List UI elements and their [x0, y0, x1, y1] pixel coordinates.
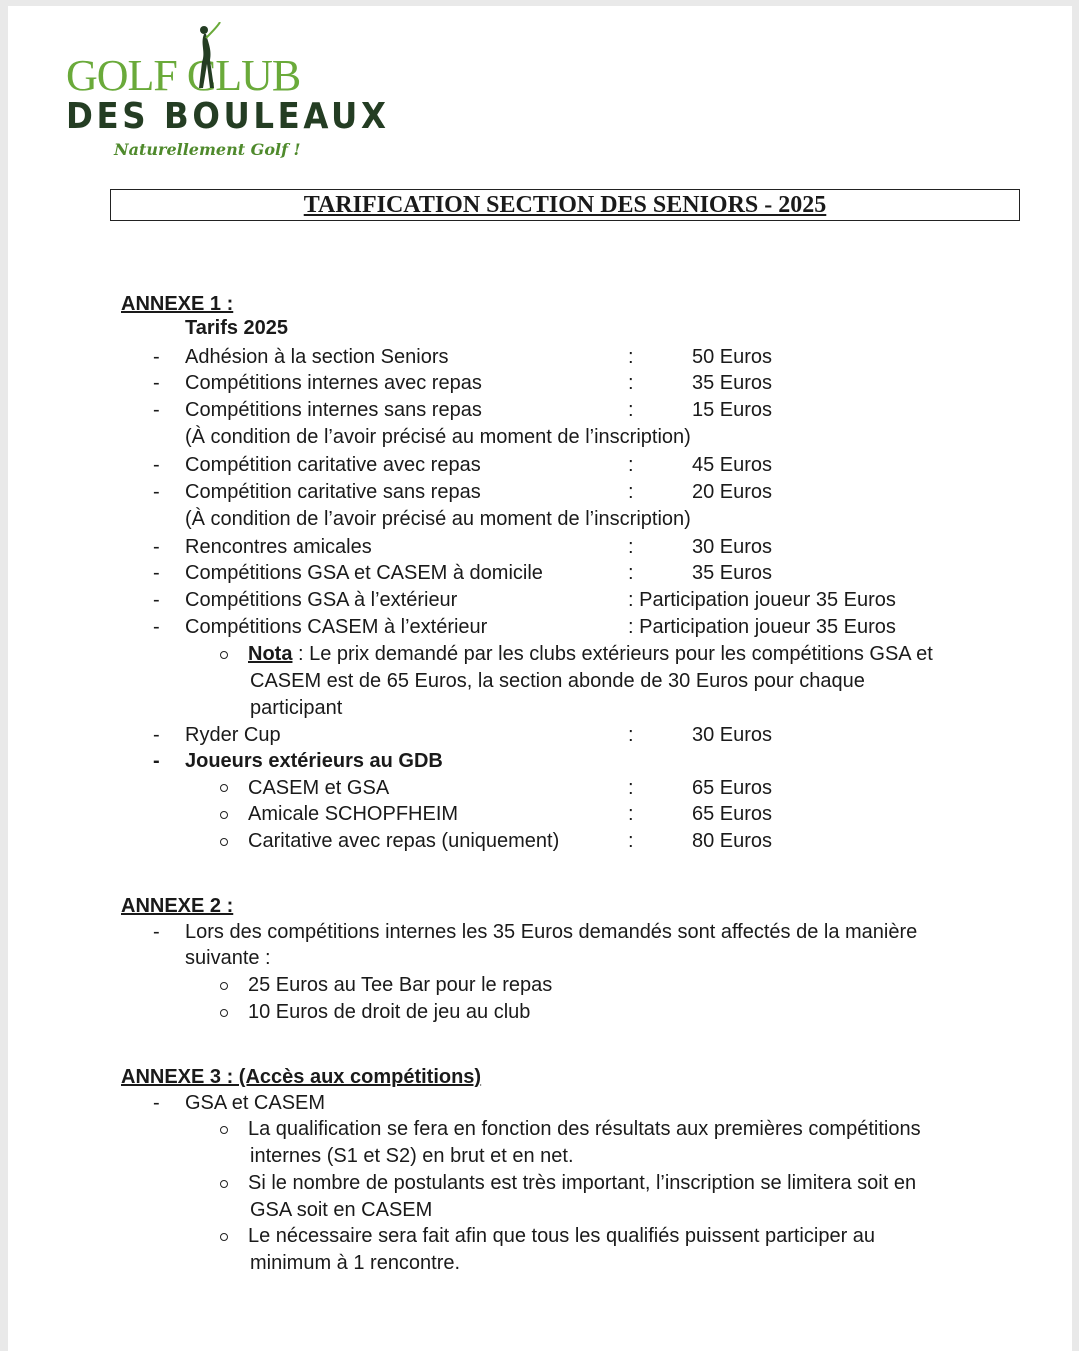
logo-tagline: Naturellement Golf ! [114, 140, 301, 159]
bullet-dash: - [153, 372, 160, 394]
item-internes-sans-repas: Compétitions internes sans repas [185, 399, 482, 421]
nota-label: Nota [248, 643, 293, 665]
circle-bullet [220, 1009, 228, 1017]
separator: : [628, 724, 634, 746]
item-adhesion: Adhésion à la section Seniors [185, 346, 449, 368]
bullet-dash: - [153, 536, 160, 558]
document-title-box [110, 189, 1020, 221]
annexe3-b1-l1: La qualification se fera en fonction des résultats aux premières compétitions [248, 1118, 921, 1140]
circle-bullet [220, 838, 228, 846]
price-rencontres-amicales: 30 Euros [692, 536, 773, 558]
ext-schopfheim: Amicale SCHOPFHEIM [248, 803, 459, 825]
item-casem-exterieur: Compétitions CASEM à l’extérieur [185, 616, 488, 638]
separator: : [628, 830, 634, 852]
price-gsa-casem-domicile: 35 Euros [692, 562, 773, 584]
price-gsa-exterieur: : Participation joueur 35 Euros [628, 589, 896, 611]
price-caritative-repas: 45 Euros [692, 454, 773, 476]
bullet-dash: - [153, 481, 160, 503]
annexe3-item: GSA et CASEM [185, 1092, 326, 1114]
separator: : [628, 454, 634, 476]
annexe1-heading: ANNEXE 1 : [121, 293, 234, 315]
circle-bullet [220, 1180, 228, 1188]
item-gsa-casem-domicile: Compétitions GSA et CASEM à domicile [185, 562, 543, 584]
item-rencontres-amicales: Rencontres amicales [185, 536, 372, 558]
separator: : [628, 399, 634, 421]
club-logo [66, 20, 390, 170]
bullet-dash: - [153, 724, 160, 746]
annexe2-line2: suivante : [185, 947, 271, 969]
annexe2-line1: Lors des compétitions internes les 35 Euros demandés sont affectés de la manière [185, 921, 918, 943]
annexe3-b2-l1: Si le nombre de postulants est très important, l’inscription se limitera soit en [248, 1172, 917, 1194]
bullet-dash: - [153, 454, 160, 476]
bullet-dash: - [153, 1092, 160, 1114]
nota-line3: participant [250, 697, 343, 719]
item-internes-repas: Compétitions internes avec repas [185, 372, 482, 394]
separator: : [628, 536, 634, 558]
annexe2-sub1: 25 Euros au Tee Bar pour le repas [248, 974, 553, 996]
price-internes-sans-repas: 15 Euros [692, 399, 773, 421]
logo-des-bouleaux: DES BOULEAUX [66, 96, 390, 137]
condition-note: (À condition de l’avoir précisé au moment de l’inscription) [185, 508, 691, 530]
document-page [8, 6, 1072, 1351]
annexe3-b3-l2: minimum à 1 rencontre. [250, 1252, 461, 1274]
item-ryder-cup: Ryder Cup [185, 724, 281, 746]
price-ryder-cup: 30 Euros [692, 724, 773, 746]
annexe3-b3-l1: Le nécessaire sera fait afin que tous les qualifiés puissent participer au [248, 1225, 876, 1247]
price-internes-repas: 35 Euros [692, 372, 773, 394]
annexe1-subheading: Tarifs 2025 [185, 317, 289, 339]
separator: : [628, 777, 634, 799]
ext-price-schopfheim: 65 Euros [692, 803, 773, 825]
golfer-icon [190, 22, 224, 92]
circle-bullet [220, 1233, 228, 1241]
price-adhesion: 50 Euros [692, 346, 773, 368]
bullet-dash: - [153, 921, 160, 943]
circle-bullet [220, 1126, 228, 1134]
bullet-dash: - [153, 750, 160, 772]
bullet-dash: - [153, 346, 160, 368]
item-gsa-exterieur: Compétitions GSA à l’extérieur [185, 589, 458, 611]
bullet-dash: - [153, 616, 160, 638]
separator: : [628, 372, 634, 394]
ext-caritative: Caritative avec repas (uniquement) [248, 830, 560, 852]
document-title: TARIFICATION SECTION DES SENIORS - 2025 [303, 192, 827, 218]
item-joueurs-exterieurs: Joueurs extérieurs au GDB [185, 750, 443, 772]
ext-price-casem-gsa: 65 Euros [692, 777, 773, 799]
nota-text: : Le prix demandé par les clubs extérieurs pour les compétitions GSA et [292, 643, 933, 665]
separator: : [628, 562, 634, 584]
circle-bullet [220, 784, 228, 792]
circle-bullet [220, 811, 228, 819]
annexe2-sub2: 10 Euros de droit de jeu au club [248, 1001, 531, 1023]
bullet-dash: - [153, 562, 160, 584]
annexe3-b2-l2: GSA soit en CASEM [250, 1199, 433, 1221]
bullet-dash: - [153, 589, 160, 611]
item-caritative-sans-repas: Compétition caritative sans repas [185, 481, 481, 503]
bullet-dash: - [153, 399, 160, 421]
annexe3-heading: ANNEXE 3 : (Accès aux compétitions) [121, 1066, 482, 1088]
separator: : [628, 803, 634, 825]
ext-casem-gsa: CASEM et GSA [248, 777, 390, 799]
item-caritative-repas: Compétition caritative avec repas [185, 454, 481, 476]
condition-note: (À condition de l’avoir précisé au moment de l’inscription) [185, 426, 691, 448]
annexe2-heading: ANNEXE 2 : [121, 895, 234, 917]
nota-line2: CASEM est de 65 Euros, la section abonde de 30 Euros pour chaque [250, 670, 865, 692]
nota-line1 [248, 642, 933, 666]
ext-price-caritative: 80 Euros [692, 830, 773, 852]
separator: : [628, 346, 634, 368]
separator: : [628, 481, 634, 503]
price-casem-exterieur: : Participation joueur 35 Euros [628, 616, 896, 638]
annexe3-b1-l2: internes (S1 et S2) en brut et en net. [250, 1145, 574, 1167]
circle-bullet [220, 982, 228, 990]
circle-bullet [220, 651, 228, 659]
price-caritative-sans-repas: 20 Euros [692, 481, 773, 503]
logo-golf-club: GOLF CLUB [66, 51, 301, 100]
